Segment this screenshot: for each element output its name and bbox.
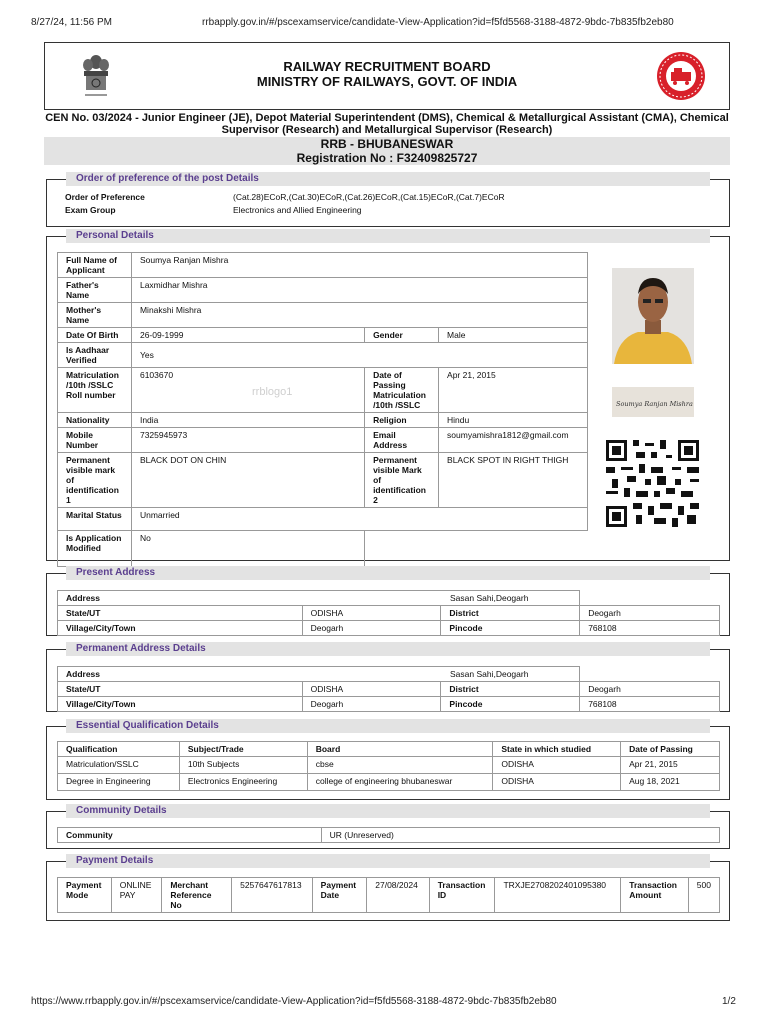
permanent-pincode-value: 768108 [580, 697, 720, 712]
present-district-label: District [441, 606, 580, 621]
modified-label: Is Application Modified [58, 531, 132, 567]
father-name-label: Father's Name [58, 278, 132, 303]
payment-mode-value: ONLINE PAY [111, 878, 162, 913]
signature-text: Soumya Ranjan Mishra [616, 400, 693, 408]
order-of-preference-label: Order of Preference [65, 192, 145, 202]
aadhaar-value: Yes [131, 343, 587, 368]
board-title: RAILWAY RECRUITMENT BOARD [283, 59, 491, 74]
permanent-state-label: State/UT [58, 682, 303, 697]
present-state-label: State/UT [58, 606, 303, 621]
modified-value: No [131, 531, 364, 567]
present-address-value: Sasan Sahi,Deogarh [450, 593, 529, 603]
matric-roll-label: Matriculation /10th /SSLC Roll number [58, 368, 132, 413]
table-cell: Apr 21, 2015 [621, 757, 720, 774]
community-table [57, 827, 720, 843]
permanent-pincode-label: Pincode [441, 697, 580, 712]
table-cell: Aug 18, 2021 [621, 774, 720, 791]
matric-roll-value: 6103670 [131, 368, 364, 413]
aadhaar-label: Is Aadhaar Verified [58, 343, 132, 368]
applicant-signature [612, 387, 694, 417]
permanent-address-value: Sasan Sahi,Deogarh [450, 669, 529, 679]
marital-value: Unmarried [131, 508, 587, 531]
board-header [44, 42, 730, 110]
mark2-label: Permanent visible Mark of identification 2 [365, 453, 439, 508]
table-cell: Electronics Engineering [179, 774, 307, 791]
exam-group-value: Electronics and Allied Engineering [233, 205, 362, 215]
permanent-address-title: Permanent Address Details [66, 642, 710, 656]
community-label: Community [58, 828, 322, 843]
personal-table [57, 252, 588, 567]
marital-label: Marital Status [58, 508, 132, 531]
matric-date-label: Date of Passing Matriculation /10th /SSLC [365, 368, 439, 413]
permanent-address-label: Address [58, 667, 580, 682]
permanent-village-label: Village/City/Town [58, 697, 303, 712]
print-datetime: 8/27/24, 11:56 PM [31, 17, 112, 28]
present-village-value: Deogarh [302, 621, 441, 636]
nationality-label: Nationality [58, 413, 132, 428]
email-value: soumyamishra1812@gmail.com [439, 428, 588, 453]
permanent-district-value: Deogarh [580, 682, 720, 697]
table-cell: Degree in Engineering [58, 774, 180, 791]
community-value: UR (Unreserved) [321, 828, 719, 843]
present-address-title: Present Address [66, 566, 710, 580]
applicant-photo [612, 268, 694, 364]
table-row [58, 757, 720, 774]
payment-title: Payment Details [66, 854, 710, 868]
matric-date-value: Apr 21, 2015 [439, 368, 588, 413]
applicant-photo-image [612, 268, 694, 364]
order-of-preference-value: (Cat.28)ECoR,(Cat.30)ECoR,(Cat.26)ECoR,(Cat.15)ECoR,(Cat.7)ECoR [233, 192, 505, 202]
present-pincode-label: Pincode [441, 621, 580, 636]
mother-name-label: Mother's Name [58, 303, 132, 328]
registration-number: Registration No : F32409825727 [296, 151, 478, 165]
table-cell: Matriculation/SSLC [58, 757, 180, 774]
present-address-table [57, 590, 720, 636]
qualification-table [57, 741, 720, 791]
full-name-label: Full Name of Applicant [58, 253, 132, 278]
qualification-header: Qualification [58, 742, 180, 757]
personal-title: Personal Details [66, 229, 710, 243]
preference-section [46, 179, 730, 227]
present-village-label: Village/City/Town [58, 621, 303, 636]
permanent-state-value: ODISHA [302, 682, 441, 697]
table-cell: college of engineering bhubaneswar [307, 774, 493, 791]
father-name-value: Laxmidhar Mishra [131, 278, 587, 303]
present-pincode-value: 768108 [580, 621, 720, 636]
merchant-ref-label: Merchant Reference No [162, 878, 232, 913]
transaction-id-label: Transaction ID [429, 878, 495, 913]
indian-railways-logo-icon [656, 51, 706, 101]
religion-value: Hindu [439, 413, 588, 428]
permanent-address-table [57, 666, 720, 712]
state-header: State in which studied [493, 742, 621, 757]
footer-url: https://www.rrbapply.gov.in/#/pscexamservice/candidate-View-Application?id=f5fd5568-3188-4872-9bdc-7b835fb2eb80 [31, 996, 557, 1007]
present-district-value: Deogarh [580, 606, 720, 621]
passing-date-header: Date of Passing [621, 742, 720, 757]
payment-table [57, 877, 720, 913]
email-label: Email Address [365, 428, 439, 453]
table-cell: 10th Subjects [179, 757, 307, 774]
footer-page-number: 1/2 [722, 996, 736, 1007]
table-row [58, 774, 720, 791]
ministry-title: MINISTRY OF RAILWAYS, GOVT. OF INDIA [256, 74, 518, 89]
table-cell: ODISHA [493, 757, 621, 774]
religion-label: Religion [365, 413, 439, 428]
signature-image [612, 387, 694, 417]
transaction-id-value: TRXJE2708202401095380 [495, 878, 621, 913]
table-cell: ODISHA [493, 774, 621, 791]
exam-group-label: Exam Group [65, 205, 116, 215]
print-url: rrbapply.gov.in/#/pscexamservice/candidate-View-Application?id=f5fd5568-3188-4872-9bdc-7b835fb2eb80 [202, 17, 674, 28]
gender-value: Male [439, 328, 588, 343]
cen-notice: CEN No. 03/2024 - Junior Engineer (JE), Depot Material Superintendent (DMS), Chemical & Metallurgical Assistant (CMA), Chemical Supervisor (Research) and Metallurgical Supervisor (Research) [45, 112, 729, 136]
watermark-text: rrblogo1 [252, 386, 293, 398]
rrb-name: RRB - BHUBANESWAR [320, 137, 454, 151]
nationality-value: India [131, 413, 364, 428]
full-name-value: Soumya Ranjan Mishra [131, 253, 587, 278]
permanent-village-value: Deogarh [302, 697, 441, 712]
payment-date-label: Payment Date [312, 878, 367, 913]
preference-title: Order of preference of the post Details [66, 172, 710, 186]
mobile-value: 7325945973 [131, 428, 364, 453]
transaction-amount-label: Transaction Amount [621, 878, 688, 913]
qualification-title: Essential Qualification Details [66, 719, 710, 733]
mark1-label: Permanent visible mark of identification 1 [58, 453, 132, 508]
mother-name-value: Minakshi Mishra [131, 303, 587, 328]
merchant-ref-value: 5257647617813 [232, 878, 313, 913]
table-cell: cbse [307, 757, 493, 774]
payment-mode-label: Payment Mode [58, 878, 112, 913]
qr-code-icon [606, 440, 699, 527]
community-title: Community Details [66, 804, 710, 818]
transaction-amount-value: 500 [688, 878, 719, 913]
permanent-district-label: District [441, 682, 580, 697]
subject-header: Subject/Trade [179, 742, 307, 757]
present-address-label: Address [58, 591, 580, 606]
dob-label: Date Of Birth [58, 328, 132, 343]
dob-value: 26-09-1999 [131, 328, 364, 343]
rrb-bar [44, 137, 730, 165]
mark2-value: BLACK SPOT IN RIGHT THIGH [439, 453, 588, 508]
mobile-label: Mobile Number [58, 428, 132, 453]
present-state-value: ODISHA [302, 606, 441, 621]
gender-label: Gender [365, 328, 439, 343]
board-header: Board [307, 742, 493, 757]
mark1-value: BLACK DOT ON CHIN [131, 453, 364, 508]
payment-date-value: 27/08/2024 [367, 878, 429, 913]
